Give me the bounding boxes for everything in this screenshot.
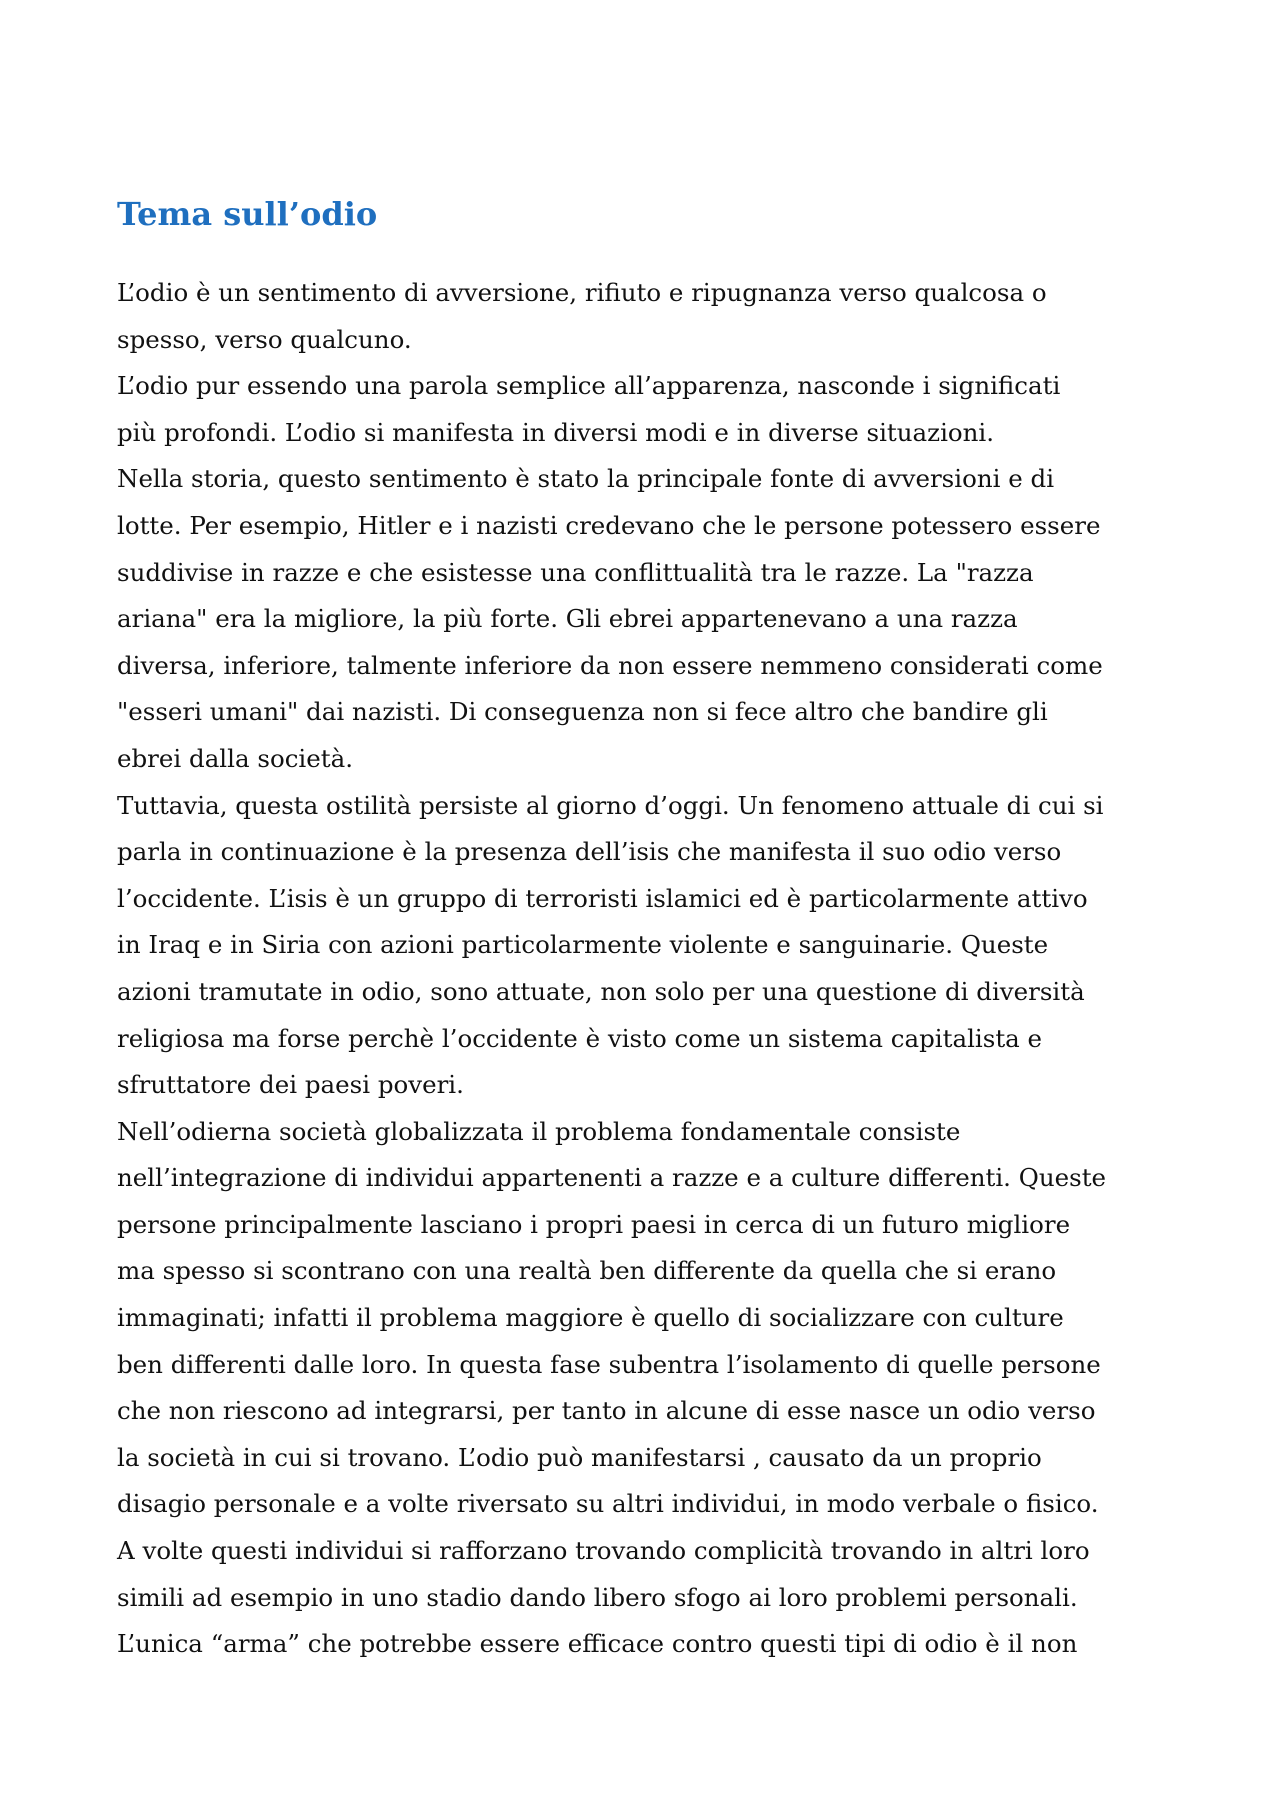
text-line: Nell’odierna società globalizzata il problema fondamentale consiste — [117, 1116, 961, 1146]
text-line: in Iraq e in Siria con azioni particolarmente violente e sanguinarie. Queste — [117, 930, 1049, 960]
text-line: diversa, inferiore, talmente inferiore da non essere nemmeno considerati come — [117, 650, 1103, 680]
text-line: immaginati; infatti il problema maggiore è quello di socializzare con culture — [117, 1303, 1064, 1333]
text-line: che non riescono ad integrarsi, per tanto in alcune di esse nasce un odio verso — [117, 1396, 1096, 1426]
text-line: simili ad esempio in uno stadio dando libero sfogo ai loro problemi personali. — [117, 1582, 1078, 1612]
text-line: ebrei dalla società. — [117, 743, 353, 773]
text-line: Nella storia, questo sentimento è stato la principale fonte di avversioni e di — [117, 464, 1055, 494]
text-line: azioni tramutate in odio, sono attuate, non solo per una questione di diversità — [117, 976, 1085, 1006]
text-line: L’odio è un sentimento di avversione, rifiuto e ripugnanza verso qualcosa o — [117, 278, 1047, 307]
text-line: L’odio pur essendo una parola semplice all’apparenza, nasconde i significati — [117, 371, 1061, 401]
text-line: ben differenti dalle loro. In questa fase subentra l’isolamento di quelle persone — [117, 1349, 1101, 1379]
text-line: suddivise in razze e che esistesse una conflittualità tra le razze. La "razza — [117, 557, 1034, 587]
document-body — [117, 270, 1217, 1668]
text-line: più profondi. L’odio si manifesta in diversi modi e in diverse situazioni. — [117, 417, 995, 447]
text-line: "esseri umani" dai nazisti. Di conseguenza non si fece altro che bandire gli — [117, 697, 1048, 727]
text-line: disagio personale e a volte riversato su altri individui, in modo verbale o fisico. — [117, 1489, 1099, 1519]
text-line: nell’integrazione di individui appartenenti a razze e a culture differenti. Queste — [117, 1163, 1107, 1193]
text-line: L’unica “arma” che potrebbe essere efficace contro questi tipi di odio è il non — [117, 1629, 1078, 1659]
text-line: lotte. Per esempio, Hitler e i nazisti credevano che le persone potessero essere — [117, 510, 1101, 540]
text-line: religiosa ma forse perchè l’occidente è visto come un sistema capitalista e — [117, 1023, 1043, 1053]
text-line: Tuttavia, questa ostilità persiste al giorno d’oggi. Un fenomeno attuale di cui si — [117, 790, 1104, 820]
text-line: sfruttatore dei paesi poveri. — [117, 1070, 464, 1100]
text-line: ma spesso si scontrano con una realtà ben differente da quella che si erano — [117, 1256, 1057, 1286]
text-line: la società in cui si trovano. L’odio può manifestarsi , causato da un proprio — [117, 1442, 1042, 1472]
text-line: parla in continuazione è la presenza dell’isis che manifesta il suo odio verso — [117, 837, 1062, 867]
text-line: persone principalmente lasciano i propri paesi in cerca di un futuro migliore — [117, 1209, 1071, 1239]
document-title: Tema sull’odio — [117, 195, 378, 233]
text-line: A volte questi individui si rafforzano trovando complicità trovando in altri loro — [117, 1536, 1090, 1566]
text-line: spesso, verso qualcuno. — [117, 324, 412, 354]
text-line: ariana" era la migliore, la più forte. Gli ebrei appartenevano a una razza — [117, 604, 1018, 634]
text-line: l’occidente. L’isis è un gruppo di terroristi islamici ed è particolarmente attivo — [117, 883, 1088, 913]
